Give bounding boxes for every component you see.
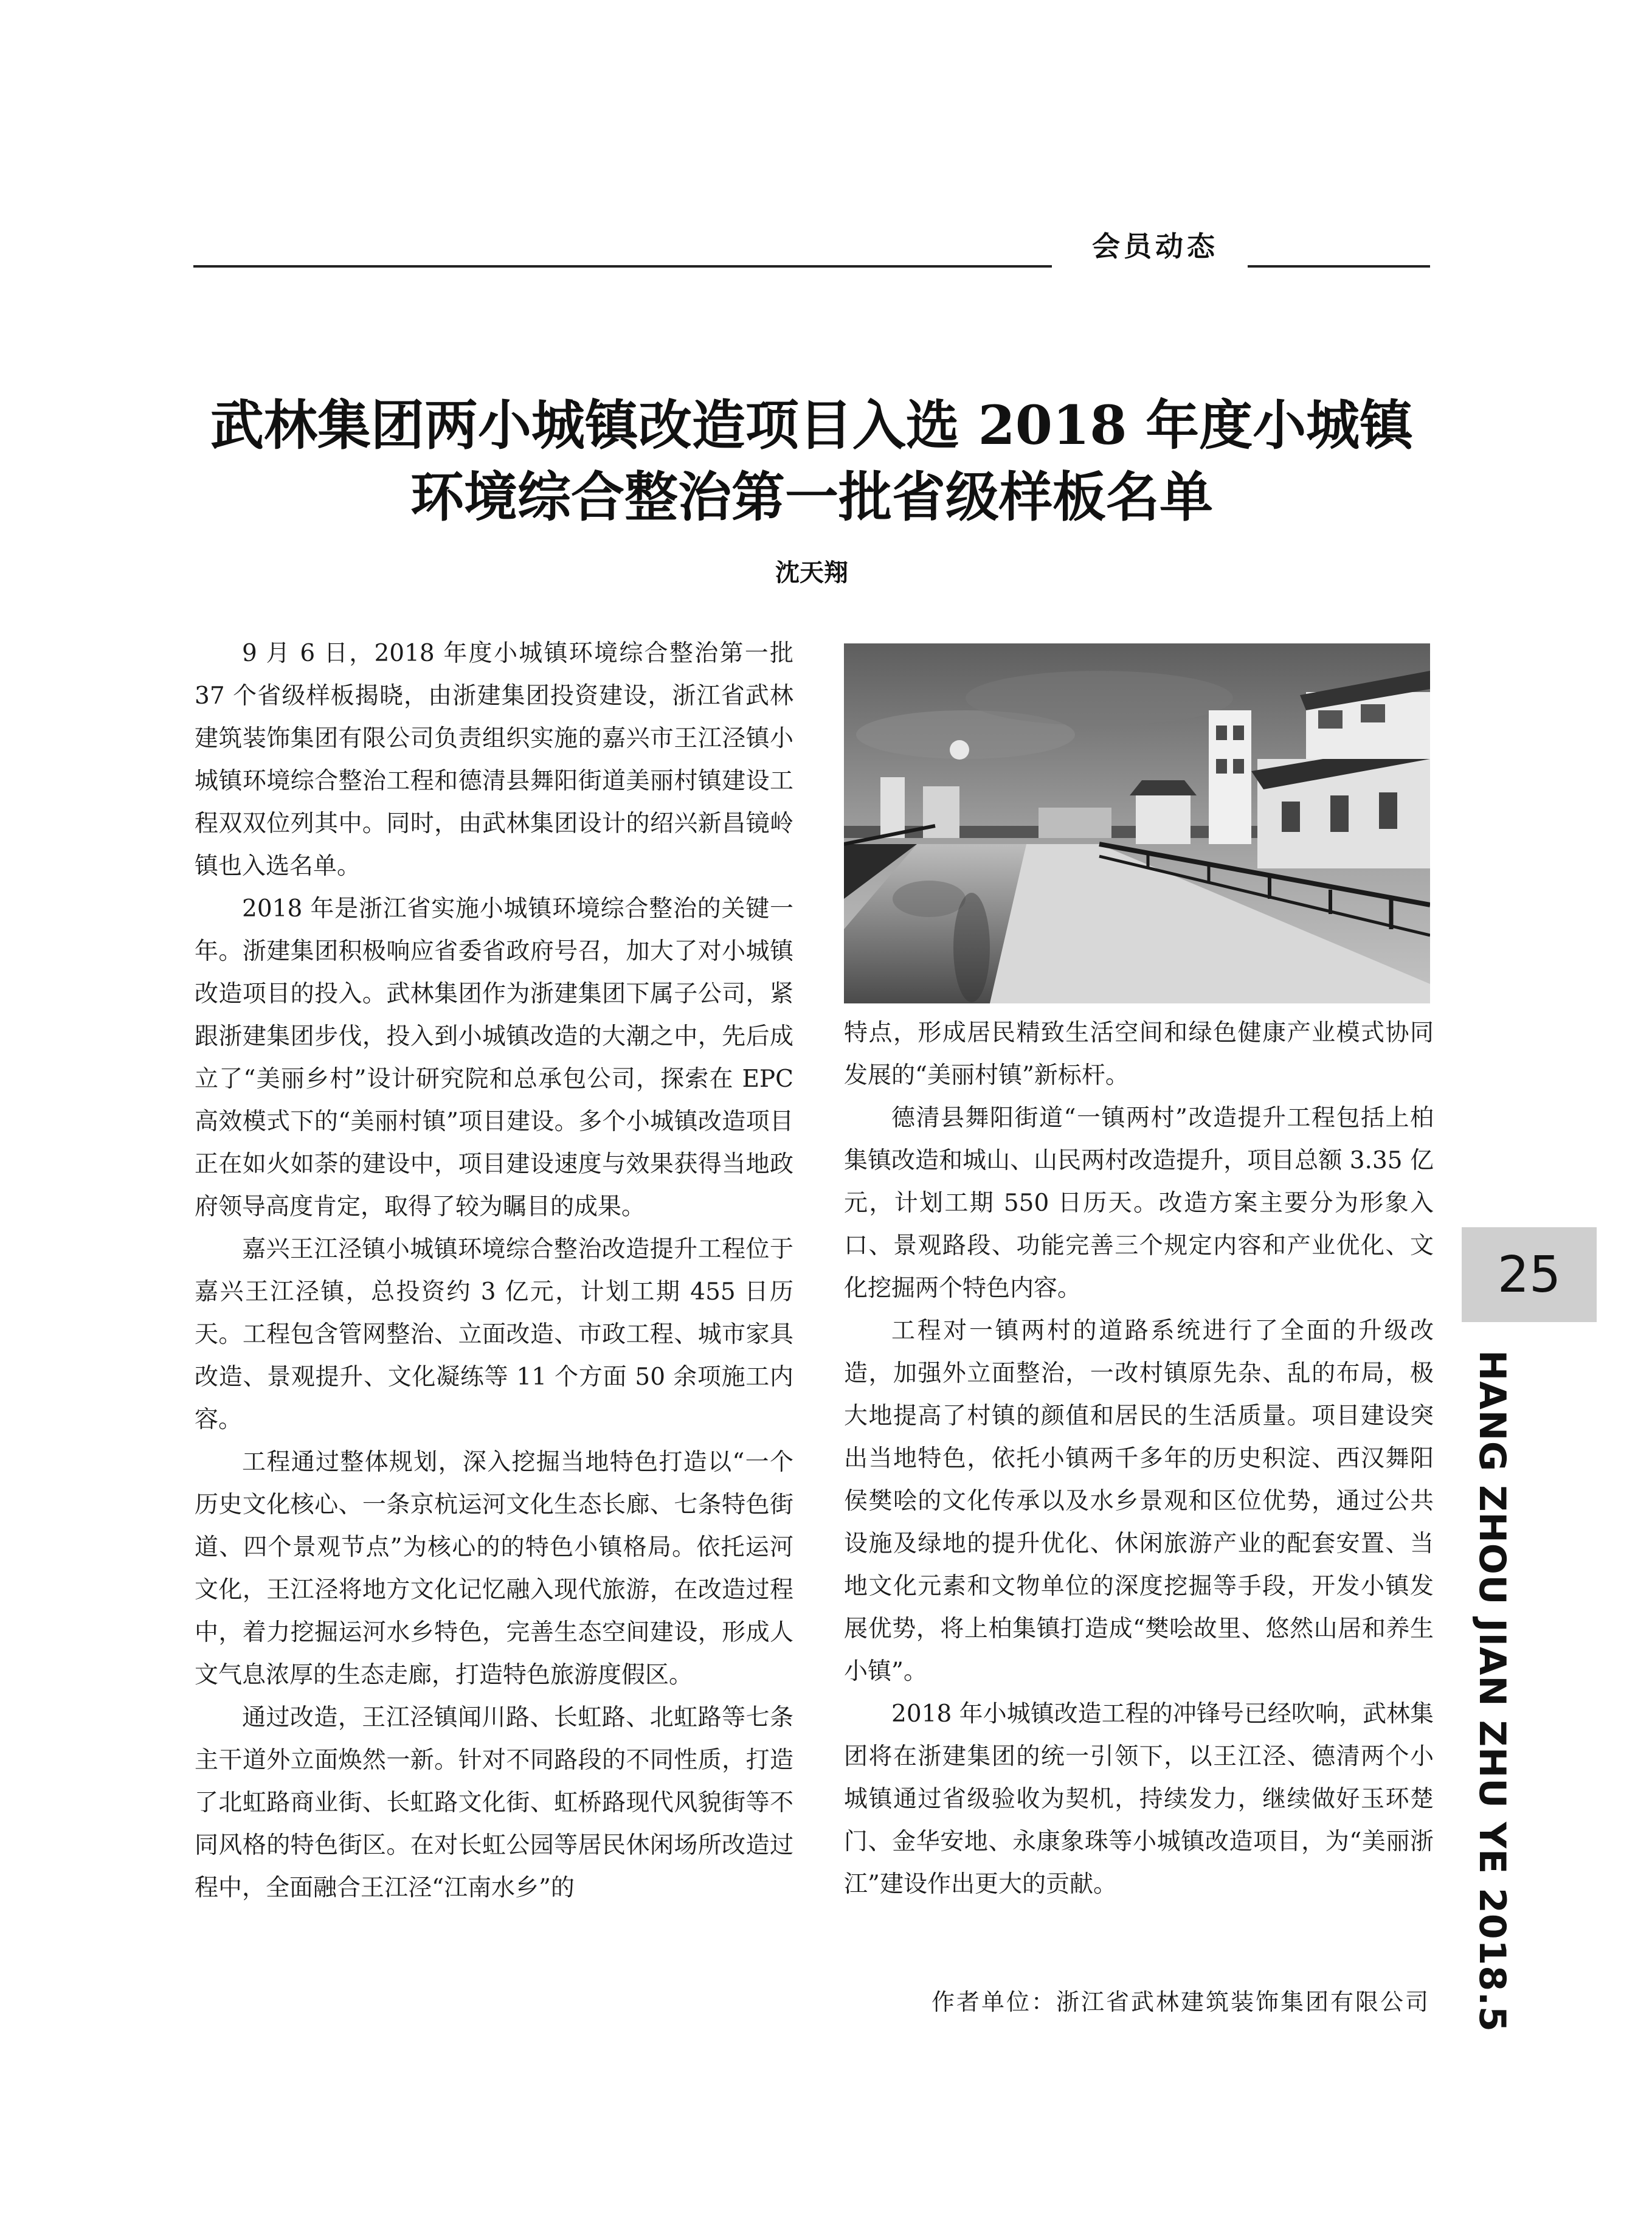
paragraph: 工程对一镇两村的道路系统进行了全面的升级改造，加强外立面整治，一改村镇原先杂、乱的布局，极大地提高了村镇的颜值和居民的生活质量。项目建设突出当地特色，依托小镇两千多年的历史积淀、西汉舞阳侯樊哙的文化传承以及水乡景观和区位优势，通过公共设施及绿地的提升优化、休闲旅游产业的配套安置、当地文化元素和文物单位的深度挖掘等手段，开发小镇发展优势，将上柏集镇打造成“樊哙故里、悠然山居和养生小镇”。 — [844, 1317, 1434, 1685]
paragraph: 2018 年是浙江省实施小城镇环境综合整治的关键一年。浙建集团积极响应省委省政府号召，加大了对小城镇改造项目的投入。武林集团作为浙建集团下属子公司，紧跟浙建集团步伐，投入到小城镇改造的大潮之中，先后成立了“美丽乡村”设计研究院和总承包公司，探索在 EPC 高效模式下的“美丽村镇”项目建设。多个小城镇改造项目正在如火如荼的建设中，项目建设速度与效果获得当地政府领导高度肯定，取得了较为瞩目的成果。 — [195, 895, 793, 1221]
author-name: 沈天翔 — [775, 559, 848, 587]
page-number: 25 — [1462, 1227, 1597, 1322]
article-title — [193, 389, 1430, 533]
paragraph: 9 月 6 日，2018 年度小城镇环境综合整治第一批 37 个省级样板揭晓，由浙建集团投资建设，浙江省武林建筑装饰集团有限公司负责组织实施的嘉兴市王江泾镇小城镇环境综合整治工程和德清县舞阳街道美丽村镇建设工程双双位列其中。同时，由武林集团设计的绍兴新昌镜岭镇也入选名单。 — [195, 640, 793, 880]
author-affiliation: 作者单位：浙江省武林建筑装饰集团有限公司 — [931, 1989, 1430, 2015]
paragraph: 嘉兴王江泾镇小城镇环境综合整治改造提升工程位于嘉兴王江泾镇，总投资约 3 亿元，计划工期 455 日历天。工程包含管网整治、立面改造、市政工程、城市家具改造、景观提升、文化凝练等 11 个方面 50 余项施工内容。 — [195, 1236, 793, 1433]
title-line-2: 环境综合整治第一批省级样板名单 — [410, 465, 1213, 528]
title-line-1: 武林集团两小城镇改造项目入选 2018 年度小城镇 — [210, 393, 1414, 457]
paragraph: 特点，形成居民精致生活空间和绿色健康产业模式协同发展的“美丽村镇”新标杆。 — [844, 1019, 1434, 1089]
left-column — [195, 632, 793, 2049]
paragraph: 2018 年小城镇改造工程的冲锋号已经吹响，武林集团将在浙建集团的统一引领下，以王江泾、德清两个小城镇通过省级验收为契机，持续发力，继续做好玉环楚门、金华安地、永康象珠等小城镇改造项目，为“美丽浙江”建设作出更大的贡献。 — [844, 1700, 1434, 1898]
canal-town-photo — [844, 643, 1430, 1003]
header-rule-right — [1248, 265, 1430, 268]
header-rule-left — [193, 265, 1052, 268]
paragraph: 德清县舞阳街道“一镇两村”改造提升工程包括上柏集镇改造和城山、山民两村改造提升，项目总额 3.35 亿元，计划工期 550 日历天。改造方案主要分为形象入口、景观路段、功能完善三个规定内容和产业优化、文化挖掘两个特色内容。 — [844, 1104, 1434, 1302]
right-column — [844, 1012, 1434, 1906]
paragraph: 工程通过整体规划，深入挖掘当地特色打造以“一个历史文化核心、一条京杭运河文化生态长廊、七条特色街道、四个景观节点”为核心的的特色小镇格局。依托运河文化，王江泾将地方文化记忆融入现代旅游，在改造过程中，着力挖掘运河水乡特色，完善生态空间建设，形成人文气息浓厚的生态走廊，打造特色旅游度假区。 — [195, 1449, 793, 1689]
paragraph: 通过改造，王江泾镇闻川路、长虹路、北虹路等七条主干道外立面焕然一新。针对不同路段的不同性质，打造了北虹路商业街、长虹路文化街、虹桥路现代风貌街等不同风格的特色街区。在对长虹公园等居民休闲场所改造过程中，全面融合王江泾“江南水乡”的 — [195, 1704, 793, 1902]
section-label: 会员动态 — [1092, 230, 1218, 263]
journal-name-vertical: HANG ZHOU JIAN ZHU YE 2018.5 — [1471, 1350, 1513, 2032]
